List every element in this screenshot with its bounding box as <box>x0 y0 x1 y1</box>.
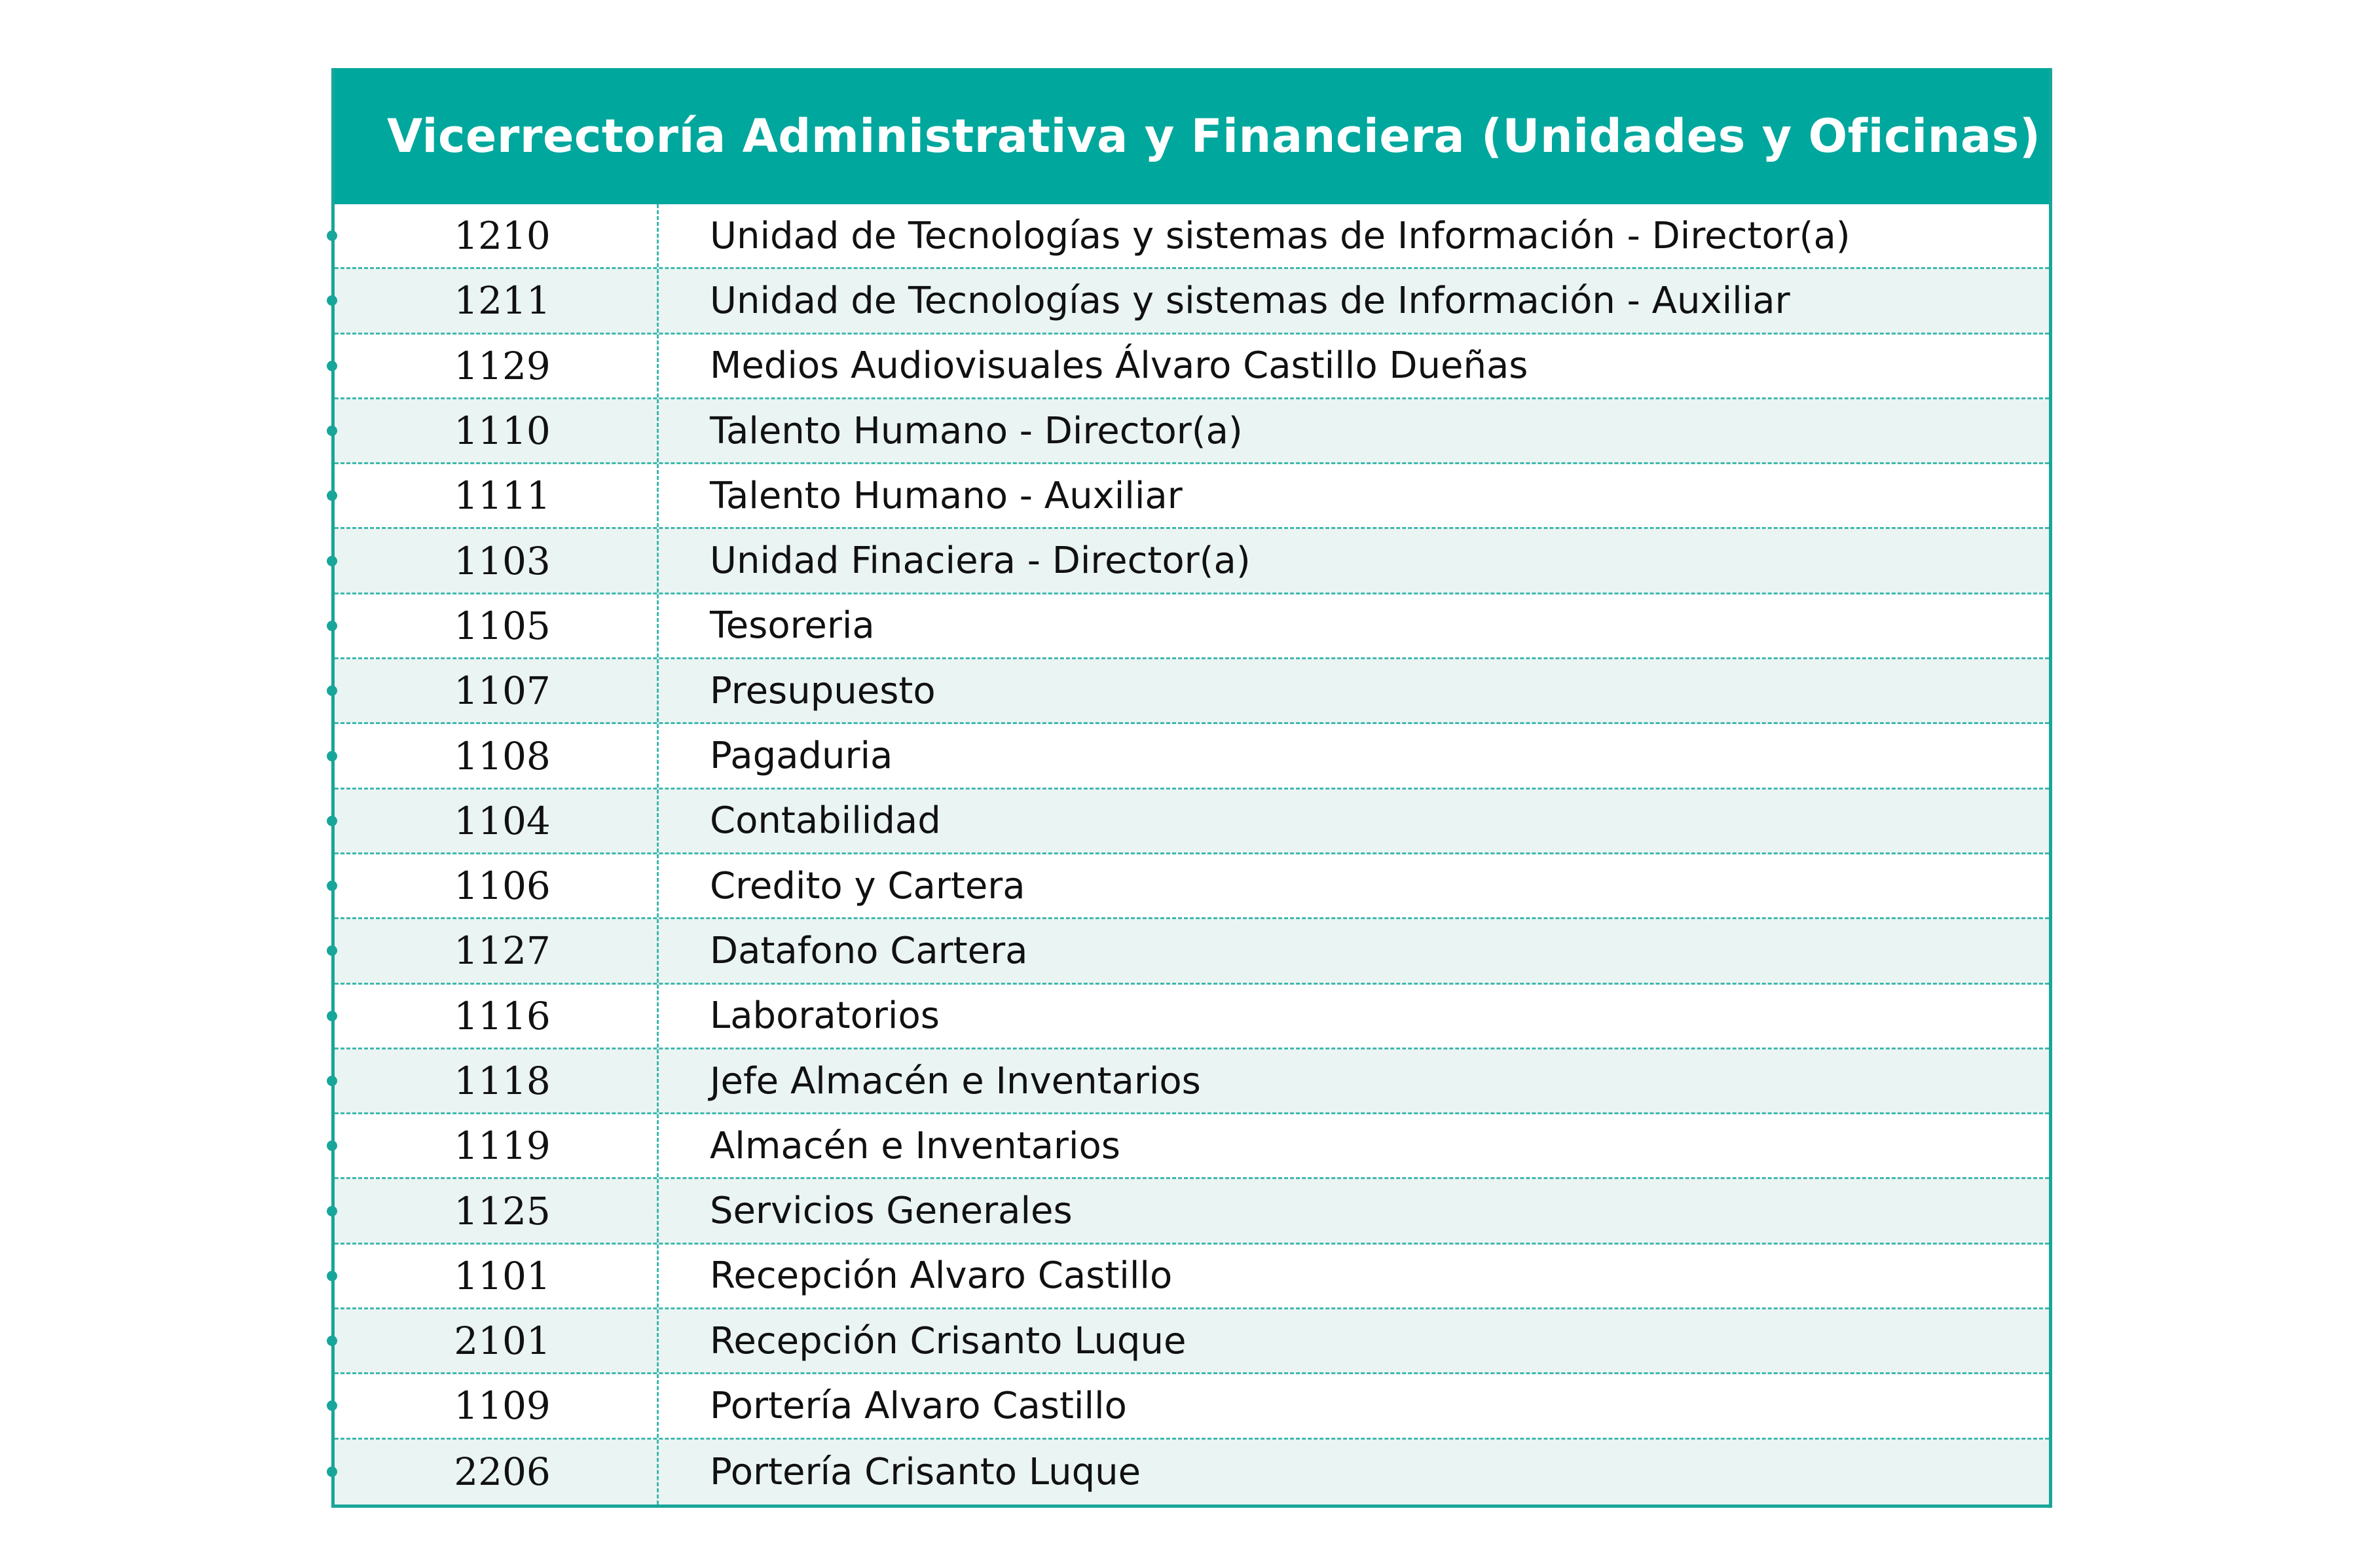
table-row <box>335 790 2049 854</box>
office-name: Unidad de Tecnologías y sistemas de Información - Auxiliar <box>710 279 1790 322</box>
office-name: Portería Alvaro Castillo <box>710 1384 1127 1427</box>
office-name: Recepción Alvaro Castillo <box>710 1254 1173 1298</box>
office-name: Tesoreria <box>710 604 875 647</box>
extension-number: 2101 <box>335 1309 659 1372</box>
table-row <box>335 1245 2049 1309</box>
table-row <box>335 1374 2049 1439</box>
bullet-dot-icon <box>327 751 337 761</box>
bullet-dot-icon <box>327 881 337 891</box>
bullet-dot-icon <box>327 556 337 566</box>
office-name: Unidad Finaciera - Director(a) <box>710 539 1251 583</box>
table-row <box>335 529 2049 594</box>
table-body <box>335 204 2049 1504</box>
table-row <box>335 1440 2049 1504</box>
extension-number: 1101 <box>335 1245 659 1307</box>
extension-number: 1116 <box>335 985 659 1048</box>
office-name: Credito y Cartera <box>710 864 1025 907</box>
extension-number: 1103 <box>335 529 659 592</box>
extension-number: 1119 <box>335 1114 659 1177</box>
office-name: Medios Audiovisuales Álvaro Castillo Dueñas <box>710 344 1528 388</box>
extension-number: 1106 <box>335 854 659 917</box>
extension-number: 1211 <box>335 269 659 332</box>
table-row <box>335 1049 2049 1114</box>
extension-number: 1104 <box>335 790 659 852</box>
table-row <box>335 724 2049 789</box>
extension-number: 1210 <box>335 204 659 267</box>
extension-number: 1118 <box>335 1049 659 1112</box>
table-row <box>335 919 2049 984</box>
table-row <box>335 269 2049 334</box>
extension-number: 1125 <box>335 1179 659 1242</box>
table-row <box>335 204 2049 269</box>
office-name: Talento Humano - Director(a) <box>710 409 1243 452</box>
extension-number: 1109 <box>335 1374 659 1437</box>
bullet-dot-icon <box>327 1011 337 1021</box>
table-row <box>335 1179 2049 1244</box>
bullet-dot-icon <box>327 1271 337 1281</box>
office-name: Contabilidad <box>710 799 941 843</box>
extension-number: 1107 <box>335 659 659 722</box>
office-name: Talento Humano - Auxiliar <box>710 474 1183 517</box>
extension-number: 1105 <box>335 594 659 657</box>
office-name: Jefe Almacén e Inventarios <box>710 1059 1201 1103</box>
office-name: Recepción Crisanto Luque <box>710 1319 1187 1362</box>
extension-number: 1108 <box>335 724 659 787</box>
table-row <box>335 1309 2049 1374</box>
bullet-dot-icon <box>327 1076 337 1086</box>
office-name: Servicios Generales <box>710 1190 1073 1233</box>
office-name: Portería Crisanto Luque <box>710 1450 1141 1493</box>
office-name: Presupuesto <box>710 669 936 712</box>
extension-number: 1129 <box>335 335 659 397</box>
table-row <box>335 854 2049 919</box>
extension-number: 1127 <box>335 919 659 982</box>
bullet-dot-icon <box>327 816 337 826</box>
extension-number: 1111 <box>335 464 659 527</box>
office-name: Unidad de Tecnologías y sistemas de Información - Director(a) <box>710 214 1851 257</box>
office-name: Laboratorios <box>710 994 940 1038</box>
table-row <box>335 594 2049 659</box>
extension-number: 2206 <box>335 1440 659 1504</box>
bullet-dot-icon <box>327 621 337 631</box>
office-name: Datafono Cartera <box>710 929 1028 972</box>
table-row <box>335 1114 2049 1179</box>
extension-number: 1110 <box>335 399 659 462</box>
table-row <box>335 464 2049 529</box>
table-row <box>335 335 2049 399</box>
bullet-dot-icon <box>327 426 337 436</box>
table-title: Vicerrectoría Administrativa y Financiera (Unidades y Oficinas) <box>387 109 2041 163</box>
extensions-table <box>331 68 2052 1508</box>
table-row <box>335 399 2049 464</box>
table-header <box>335 68 2049 204</box>
bullet-dot-icon <box>327 1206 337 1216</box>
office-name: Pagaduria <box>710 735 893 778</box>
table-row <box>335 659 2049 724</box>
office-name: Almacén e Inventarios <box>710 1124 1120 1167</box>
table-row <box>335 985 2049 1049</box>
bullet-dot-icon <box>327 361 337 371</box>
